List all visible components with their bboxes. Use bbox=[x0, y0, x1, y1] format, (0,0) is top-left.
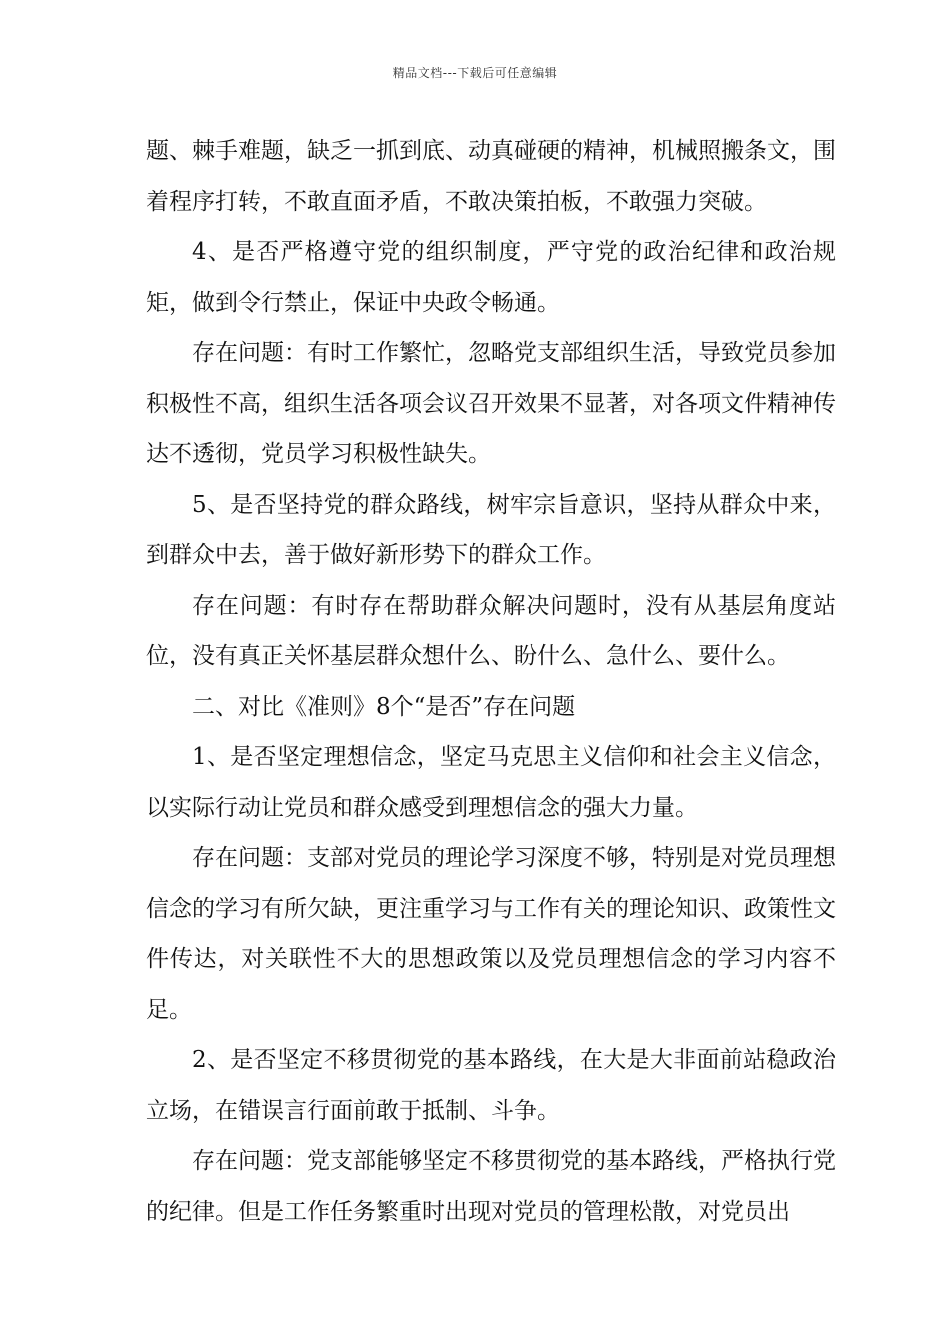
paragraph-problem-5: 存在问题：有时存在帮助群众解决问题时，没有从基层角度站位，没有真正关怀基层群众想什么、盼什么、急什么、要什么。 bbox=[146, 592, 836, 669]
paragraph-section2-item-1: 1、是否坚定理想信念，坚定马克思主义信仰和社会主义信念，以实际行动让党员和群众感受到理想信念的强大力量。 bbox=[146, 744, 836, 821]
paragraph-item-5: 5、是否坚持党的群众路线，树牢宗旨意识，坚持从群众中来，到群众中去，善于做好新形势下的群众工作。 bbox=[146, 491, 836, 568]
paragraph-section2-problem-2: 存在问题：党支部能够坚定不移贯彻党的基本路线，严格执行党的纪律。但是工作任务繁重时出现对党员的管理松散，对党员出 bbox=[146, 1148, 836, 1225]
paragraph-section2-problem-1: 存在问题：支部对党员的理论学习深度不够，特别是对党员理想信念的学习有所欠缺，更注重学习与工作有关的理论知识、政策性文件传达，对关联性不大的思想政策以及党员理想信念的学习内容不足。 bbox=[146, 845, 836, 1023]
document-body bbox=[146, 126, 836, 1237]
section-heading: 二、对比《准则》8个“是否”存在问题 bbox=[192, 693, 576, 720]
paragraph-continuation: 题、棘手难题，缺乏一抓到底、动真碰硬的精神，机械照搬条文，围着程序打转，不敢直面矛盾，不敢决策拍板，不敢强力突破。 bbox=[146, 138, 836, 215]
paragraph-item-4: 4、是否严格遵守党的组织制度，严守党的政治纪律和政治规矩，做到令行禁止，保证中央政令畅通。 bbox=[146, 239, 836, 316]
page-header: 精品文档---下载后可任意编辑 bbox=[392, 66, 558, 80]
paragraph-section2-item-2: 2、是否坚定不移贯彻党的基本路线，在大是大非面前站稳政治立场，在错误言行面前敢于抵制、斗争。 bbox=[146, 1047, 836, 1124]
paragraph-problem-4: 存在问题：有时工作繁忙，忽略党支部组织生活，导致党员参加积极性不高，组织生活各项会议召开效果不显著，对各项文件精神传达不透彻，党员学习积极性缺失。 bbox=[146, 340, 836, 467]
